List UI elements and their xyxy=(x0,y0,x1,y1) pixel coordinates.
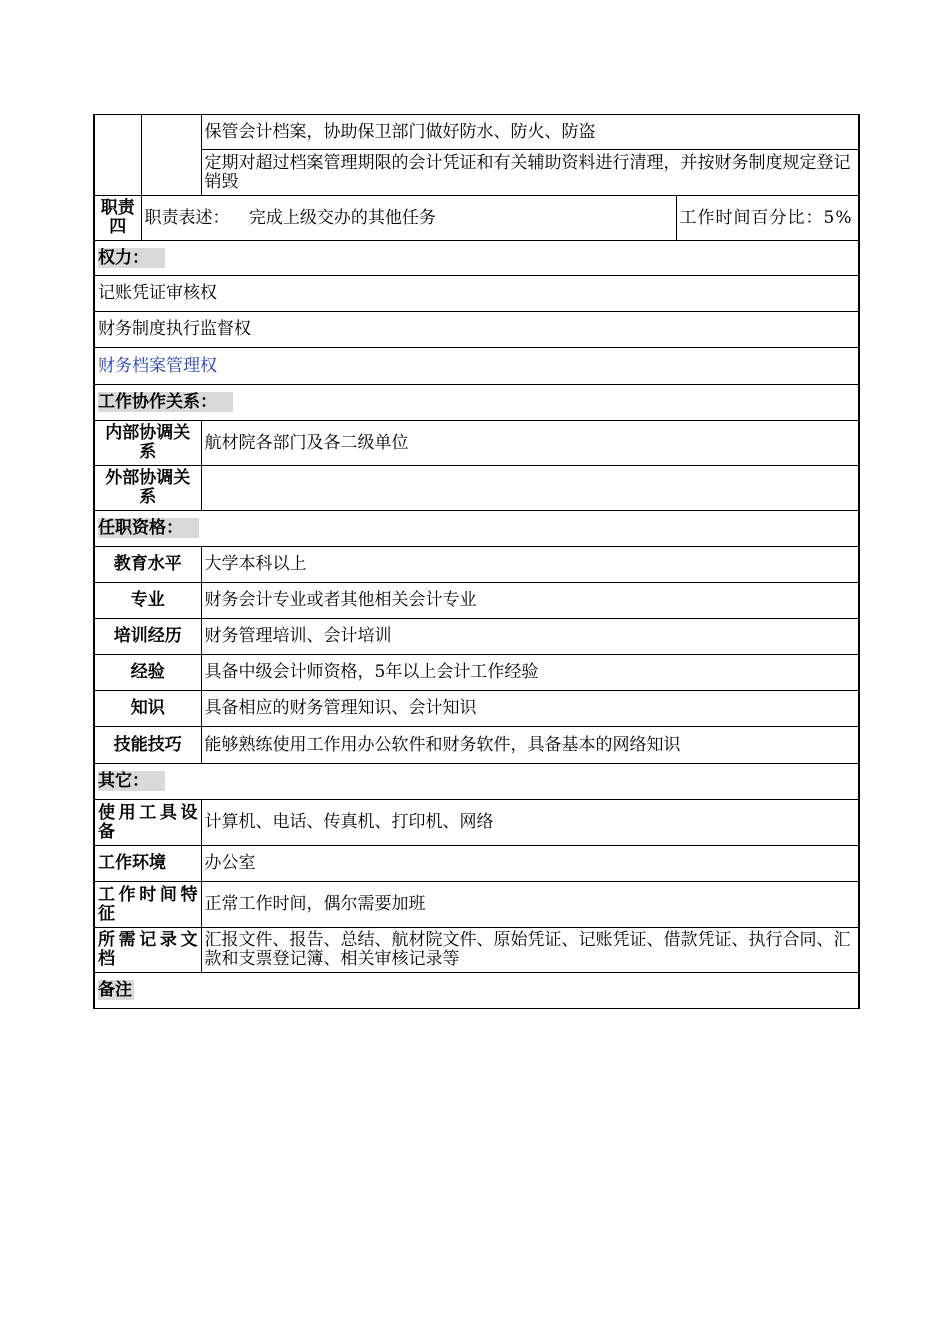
other-heading-cell xyxy=(94,764,859,800)
table-row xyxy=(94,150,859,196)
authority-item: 记账凭证审核权 xyxy=(94,276,859,312)
other-value: 办公室 xyxy=(201,846,859,882)
other-label: 工作环境 xyxy=(94,846,201,882)
table-row xyxy=(94,800,859,846)
duty-label-cell xyxy=(94,115,141,196)
internal-coord-value: 航材院各部门及各二级单位 xyxy=(201,421,859,466)
external-coord-label: 外部协调关系 xyxy=(94,466,201,511)
qualification-label: 经验 xyxy=(94,655,201,691)
qualification-heading-cell xyxy=(94,511,859,547)
qualification-value: 财务会计专业或者其他相关会计专业 xyxy=(201,583,859,619)
qualification-heading: 任职资格： xyxy=(98,518,199,538)
table-row xyxy=(94,312,859,348)
authority-item: 财务档案管理权 xyxy=(94,348,859,385)
section-header-row xyxy=(94,973,859,1009)
duty-task-archive: 保管会计档案，协助保卫部门做好防水、防火、防盗 xyxy=(201,115,859,150)
qualification-label: 培训经历 xyxy=(94,619,201,655)
section-header-row xyxy=(94,511,859,547)
table-row xyxy=(94,882,859,928)
qualification-value: 大学本科以上 xyxy=(201,547,859,583)
authority-item: 财务制度执行监督权 xyxy=(94,312,859,348)
table-row xyxy=(94,547,859,583)
duty-task-cleanup: 定期对超过档案管理期限的会计凭证和有关辅助资料进行清理，并按财务制度规定登记销毁 xyxy=(201,150,859,196)
table-row xyxy=(94,466,859,511)
section-header-row xyxy=(94,241,859,276)
notes-heading-cell xyxy=(94,973,859,1009)
external-coord-value xyxy=(201,466,859,511)
table-row xyxy=(94,846,859,882)
other-label: 所需记录文档 xyxy=(94,928,201,973)
qualification-label: 知识 xyxy=(94,691,201,727)
other-heading: 其它： xyxy=(98,771,165,791)
notes-heading: 备注 xyxy=(98,980,132,1000)
duty4-description xyxy=(141,196,676,241)
qualification-label: 教育水平 xyxy=(94,547,201,583)
job-description-table xyxy=(93,114,860,1009)
other-value: 汇报文件、报告、总结、航材院文件、原始凭证、记账凭证、借款凭证、执行合同、汇款和支票登记簿、相关审核记录等 xyxy=(201,928,859,973)
table-row xyxy=(94,348,859,385)
cooperation-heading: 工作协作关系： xyxy=(98,392,233,412)
section-header-row xyxy=(94,385,859,421)
table-row xyxy=(94,655,859,691)
section-header-row xyxy=(94,764,859,800)
qualification-value: 能够熟练使用工作用办公软件和财务软件，具备基本的网络知识 xyxy=(201,727,859,764)
table-row xyxy=(94,619,859,655)
qualification-value: 财务管理培训、会计培训 xyxy=(201,619,859,655)
duty4-label: 职责四 xyxy=(94,196,141,241)
duty4-desc-label: 职责表述： xyxy=(144,207,230,228)
table-row xyxy=(94,276,859,312)
qualification-label: 专业 xyxy=(94,583,201,619)
table-row xyxy=(94,196,859,241)
authority-heading-cell xyxy=(94,241,859,276)
table-row xyxy=(94,928,859,973)
other-label: 工作时间特征 xyxy=(94,882,201,928)
table-row xyxy=(94,691,859,727)
table-row xyxy=(94,727,859,764)
cooperation-heading-cell xyxy=(94,385,859,421)
table-row xyxy=(94,115,859,150)
qualification-label: 技能技巧 xyxy=(94,727,201,764)
internal-coord-label: 内部协调关系 xyxy=(94,421,201,466)
table-row xyxy=(94,421,859,466)
other-label: 使用工具设备 xyxy=(94,800,201,846)
authority-heading: 权力： xyxy=(98,248,165,268)
other-value: 计算机、电话、传真机、打印机、网络 xyxy=(201,800,859,846)
other-value: 正常工作时间，偶尔需要加班 xyxy=(201,882,859,928)
qualification-value: 具备中级会计师资格，5年以上会计工作经验 xyxy=(201,655,859,691)
duty4-desc-text: 完成上级交办的其他任务 xyxy=(248,207,436,228)
table-row xyxy=(94,583,859,619)
duty4-time-percent: 工作时间百分比：5% xyxy=(676,196,859,241)
duty-sub-cell xyxy=(141,115,201,196)
qualification-value: 具备相应的财务管理知识、会计知识 xyxy=(201,691,859,727)
